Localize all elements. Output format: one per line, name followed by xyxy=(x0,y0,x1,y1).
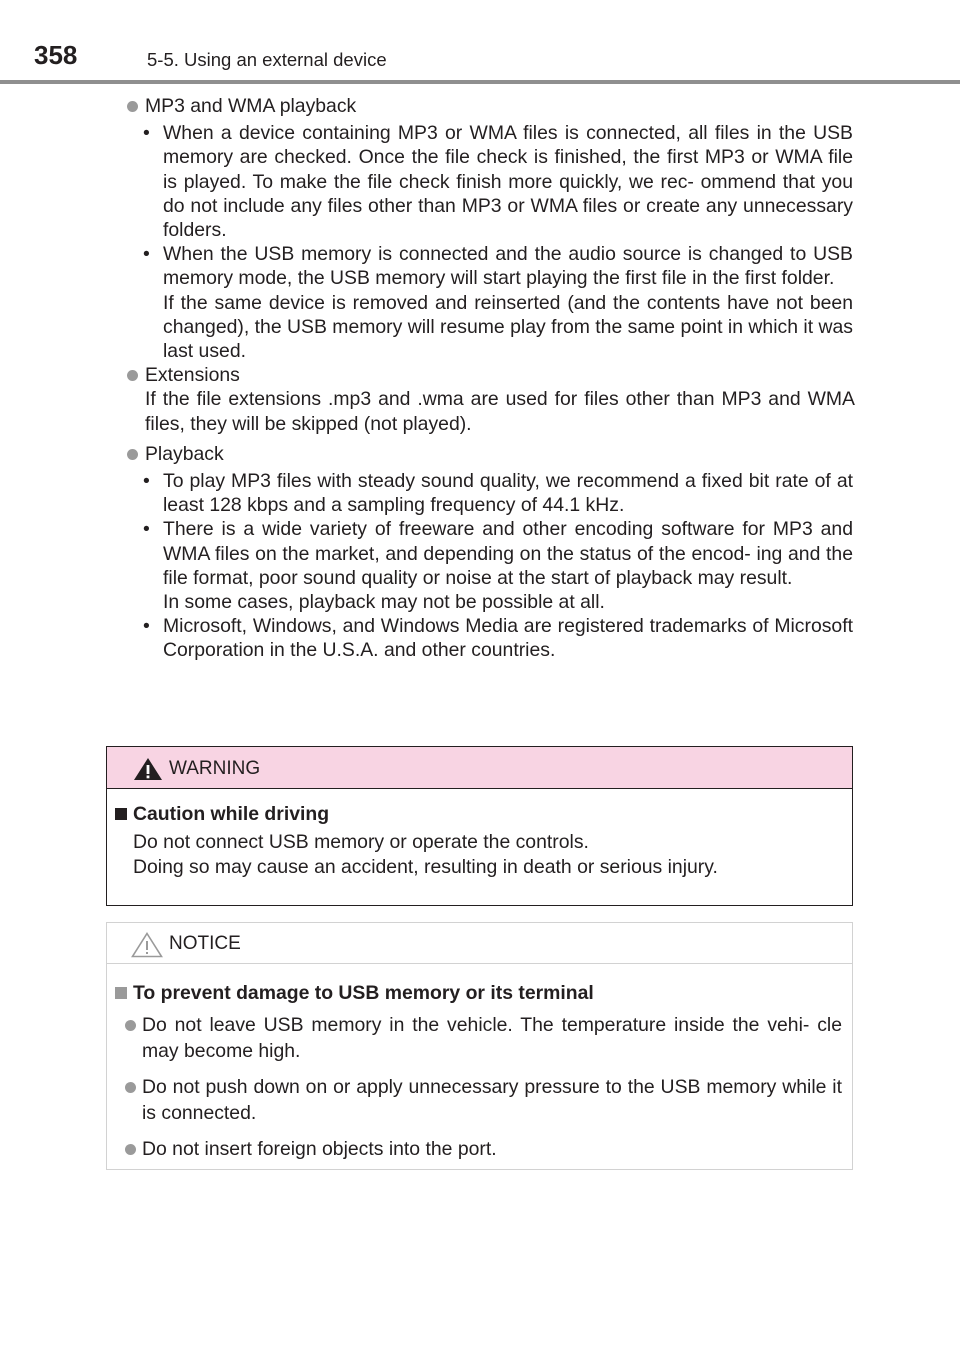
warning-triangle-icon xyxy=(133,757,163,781)
notice-triangle-icon xyxy=(131,932,163,958)
warning-text: Do not connect USB memory or operate the controls. Doing so may cause an accident, resulting in death or serious injury. xyxy=(133,831,718,878)
notice-item: Do not push down on or apply unnecessary pressure to the USB memory while it is connected. xyxy=(115,1074,852,1126)
playback-bullet-list xyxy=(0,469,960,663)
header-divider xyxy=(0,80,960,84)
list-item: • There is a wide variety of freeware and other encoding software for MP3 and WMA files on the market, and depending on the status of the encod- ing and the file format, poor sound quality or noise at the start of playback may result. In some cases, playback may not be possible at all. xyxy=(143,518,853,614)
circle-bullet-icon xyxy=(127,101,138,112)
notice-body xyxy=(107,964,852,1162)
warning-body xyxy=(107,789,852,880)
circle-bullet-icon xyxy=(125,1144,136,1155)
list-item: • When the USB memory is connected and the audio source is changed to USB memory mode, the USB memory will start playing the first file in the first folder. If the same device is removed and reinserted (and the contents have not been changed), the USB memory will resume play from the same point in which it was last used. xyxy=(143,243,853,363)
list-item: • To play MP3 files with steady sound quality, we recommend a fixed bit rate of at least 128 kbps and a sampling frequency of 44.1 kHz. xyxy=(143,470,853,517)
section-title: 5-5. Using an external device xyxy=(147,49,387,70)
circle-bullet-icon xyxy=(125,1082,136,1093)
notice-header xyxy=(107,923,852,964)
notice-caption: To prevent damage to USB memory or its terminal xyxy=(115,981,852,1005)
section-heading-playback: Playback xyxy=(0,442,960,466)
page-number: 358 xyxy=(34,40,78,70)
section-heading-extensions: Extensions xyxy=(0,363,960,387)
warning-header xyxy=(107,747,852,789)
list-item: • When a device containing MP3 or WMA files is connected, all files in the USB memory are checked. Once the file check is finished, the first MP3 or WMA file is played. To make the file check finish more quickly, we rec- ommend that you do not include any files other than MP3 or WMA files or create any unnecessary folders. xyxy=(143,122,853,242)
page-header xyxy=(0,0,960,84)
notice-label: NOTICE xyxy=(169,933,241,954)
circle-bullet-icon xyxy=(127,449,138,460)
list-item: • Microsoft, Windows, and Windows Media are registered trademarks of Microsoft Corporation in the U.S.A. and other countries. xyxy=(143,615,853,662)
circle-bullet-icon xyxy=(125,1020,136,1031)
main-content xyxy=(0,94,960,663)
square-marker-icon xyxy=(115,808,127,820)
notice-box xyxy=(106,922,853,1170)
section-heading-mp3-wma: MP3 and WMA playback xyxy=(0,94,960,118)
notice-item: Do not leave USB memory in the vehicle. The temperature inside the vehi- cle may become high. xyxy=(115,1012,852,1064)
warning-box xyxy=(106,746,853,906)
warning-caption: Caution while driving xyxy=(115,802,852,826)
extensions-text: If the file extensions .mp3 and .wma are used for files other than MP3 and WMA files, they will be skipped (not played). xyxy=(145,388,855,435)
warning-label: WARNING xyxy=(169,758,261,779)
mp3-wma-bullet-list xyxy=(0,121,960,363)
square-marker-icon xyxy=(115,987,127,999)
notice-item: Do not insert foreign objects into the port. xyxy=(115,1136,852,1162)
circle-bullet-icon xyxy=(127,370,138,381)
